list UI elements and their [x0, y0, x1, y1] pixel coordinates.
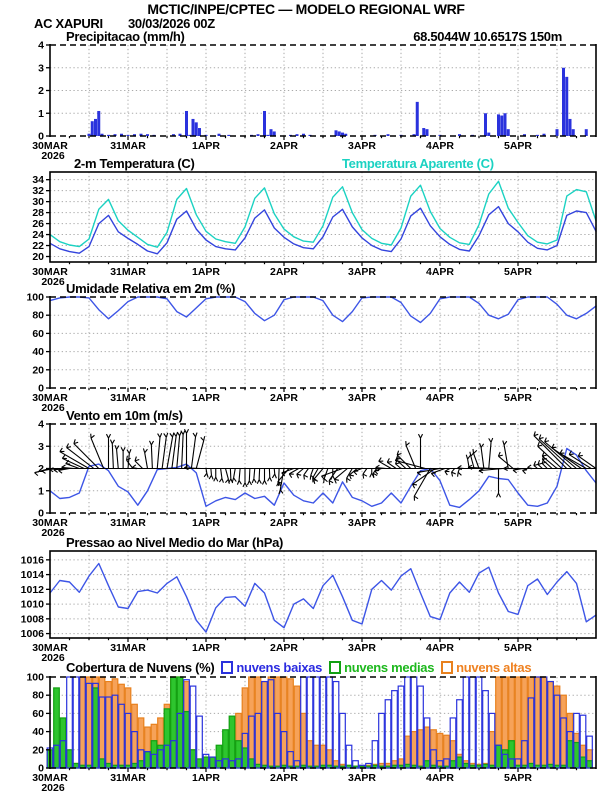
low-clouds-legend-swatch-icon: [221, 661, 233, 674]
svg-text:4APR: 4APR: [425, 772, 455, 784]
svg-text:1APR: 1APR: [191, 517, 221, 529]
svg-text:32: 32: [32, 185, 44, 198]
svg-text:2: 2: [38, 463, 44, 475]
svg-text:80: 80: [32, 689, 44, 702]
svg-text:4APR: 4APR: [425, 140, 455, 152]
svg-text:3APR: 3APR: [347, 772, 377, 784]
svg-text:4: 4: [38, 418, 44, 431]
svg-text:3APR: 3APR: [347, 140, 377, 152]
svg-text:5APR: 5APR: [503, 392, 533, 404]
svg-text:4APR: 4APR: [425, 642, 455, 654]
svg-text:0: 0: [38, 762, 44, 775]
svg-text:34: 34: [32, 174, 44, 187]
svg-text:4APR: 4APR: [425, 392, 455, 404]
svg-text:2APR: 2APR: [269, 266, 299, 278]
mid-clouds-legend-label: nuvens medias: [344, 660, 435, 675]
svg-text:30MAR: 30MAR: [32, 392, 68, 404]
legend-item-high-clouds: [441, 660, 531, 675]
svg-text:3: 3: [38, 62, 44, 75]
svg-text:4: 4: [38, 39, 44, 52]
svg-text:4APR: 4APR: [425, 517, 455, 529]
svg-text:1: 1: [38, 107, 44, 120]
svg-text:60: 60: [32, 707, 44, 720]
panel-title-temperature: 2-m Temperatura (C): [74, 156, 195, 171]
svg-text:1008: 1008: [20, 613, 44, 626]
panel-title-pressure: Pressao ao Nivel Medio do Mar (hPa): [66, 535, 284, 550]
svg-text:2026: 2026: [41, 527, 65, 539]
mid-clouds-legend-swatch-icon: [329, 661, 341, 674]
svg-text:26: 26: [32, 218, 44, 231]
svg-text:1: 1: [38, 485, 44, 498]
svg-text:20: 20: [32, 744, 44, 757]
svg-text:1APR: 1APR: [191, 642, 221, 654]
svg-text:3APR: 3APR: [347, 642, 377, 654]
svg-text:31MAR: 31MAR: [110, 772, 146, 784]
high-clouds-legend-label: nuvens altas: [456, 660, 532, 675]
svg-text:30MAR: 30MAR: [32, 266, 68, 278]
svg-text:2: 2: [38, 85, 44, 97]
svg-text:2APR: 2APR: [269, 392, 299, 404]
panel-title-precipitation: Precipitacao (mm/h): [66, 29, 185, 44]
svg-text:2APR: 2APR: [269, 517, 299, 529]
svg-text:31MAR: 31MAR: [110, 140, 146, 152]
svg-text:2APR: 2APR: [269, 642, 299, 654]
svg-text:0: 0: [38, 382, 44, 395]
svg-text:0: 0: [38, 130, 44, 143]
coordinates-label: 68.5044W 10.6517S 150m: [413, 29, 562, 44]
run-datetime-label: 30/03/2026 00Z: [128, 16, 215, 31]
legend-item-low-clouds: [221, 660, 322, 675]
svg-text:2026: 2026: [41, 276, 65, 288]
svg-text:5APR: 5APR: [503, 517, 533, 529]
svg-text:5APR: 5APR: [503, 642, 533, 654]
svg-text:40: 40: [32, 726, 44, 739]
svg-text:1014: 1014: [20, 569, 44, 582]
svg-text:28: 28: [32, 207, 44, 220]
svg-text:31MAR: 31MAR: [110, 266, 146, 278]
legend-item-mid-clouds: [329, 660, 434, 675]
svg-text:1APR: 1APR: [191, 266, 221, 278]
svg-text:31MAR: 31MAR: [110, 392, 146, 404]
svg-text:2APR: 2APR: [269, 140, 299, 152]
svg-text:1012: 1012: [20, 583, 44, 596]
svg-text:1006: 1006: [20, 628, 44, 641]
legend-apparent-temperature: Temperatura Aparente (C): [342, 156, 494, 171]
svg-text:20: 20: [32, 251, 44, 264]
svg-text:80: 80: [32, 309, 44, 322]
svg-text:5APR: 5APR: [503, 772, 533, 784]
high-clouds-legend-swatch-icon: [441, 661, 453, 674]
svg-text:20: 20: [32, 364, 44, 377]
svg-text:4APR: 4APR: [425, 266, 455, 278]
svg-text:1016: 1016: [20, 554, 44, 567]
svg-text:30MAR: 30MAR: [32, 140, 68, 152]
svg-text:2APR: 2APR: [269, 772, 299, 784]
svg-text:3APR: 3APR: [347, 517, 377, 529]
svg-text:5APR: 5APR: [503, 266, 533, 278]
panel-title-wind: Vento em 10m (m/s): [66, 408, 183, 423]
low-clouds-legend-label: nuvens baixas: [236, 660, 323, 675]
svg-text:30MAR: 30MAR: [32, 772, 68, 784]
svg-text:1APR: 1APR: [191, 392, 221, 404]
svg-text:5APR: 5APR: [503, 140, 533, 152]
svg-text:3APR: 3APR: [347, 392, 377, 404]
svg-text:31MAR: 31MAR: [110, 517, 146, 529]
svg-text:2026: 2026: [41, 150, 65, 162]
svg-text:30MAR: 30MAR: [32, 517, 68, 529]
svg-text:2026: 2026: [41, 402, 65, 414]
svg-text:1APR: 1APR: [191, 140, 221, 152]
svg-text:24: 24: [32, 229, 44, 242]
panel-title-clouds: Cobertura de Nuvens (%): [66, 660, 215, 675]
svg-text:30MAR: 30MAR: [32, 642, 68, 654]
svg-text:0: 0: [38, 507, 44, 520]
svg-text:31MAR: 31MAR: [110, 642, 146, 654]
svg-text:3: 3: [38, 440, 44, 453]
svg-text:100: 100: [26, 671, 44, 684]
svg-text:1010: 1010: [20, 598, 44, 611]
svg-text:2026: 2026: [41, 782, 65, 792]
station-label: AC XAPURI: [34, 16, 103, 31]
svg-text:2026: 2026: [41, 652, 65, 664]
svg-text:60: 60: [32, 327, 44, 340]
svg-text:40: 40: [32, 346, 44, 359]
svg-text:100: 100: [26, 291, 44, 304]
svg-text:22: 22: [32, 240, 44, 253]
panel-title-humidity: Umidade Relativa em 2m (%): [66, 281, 236, 296]
cloud-panel-header: [66, 660, 531, 675]
svg-text:3APR: 3APR: [347, 266, 377, 278]
svg-text:1APR: 1APR: [191, 772, 221, 784]
svg-text:30: 30: [32, 196, 44, 209]
page-title: MCTIC/INPE/CPTEC — MODELO REGIONAL WRF: [147, 1, 465, 17]
